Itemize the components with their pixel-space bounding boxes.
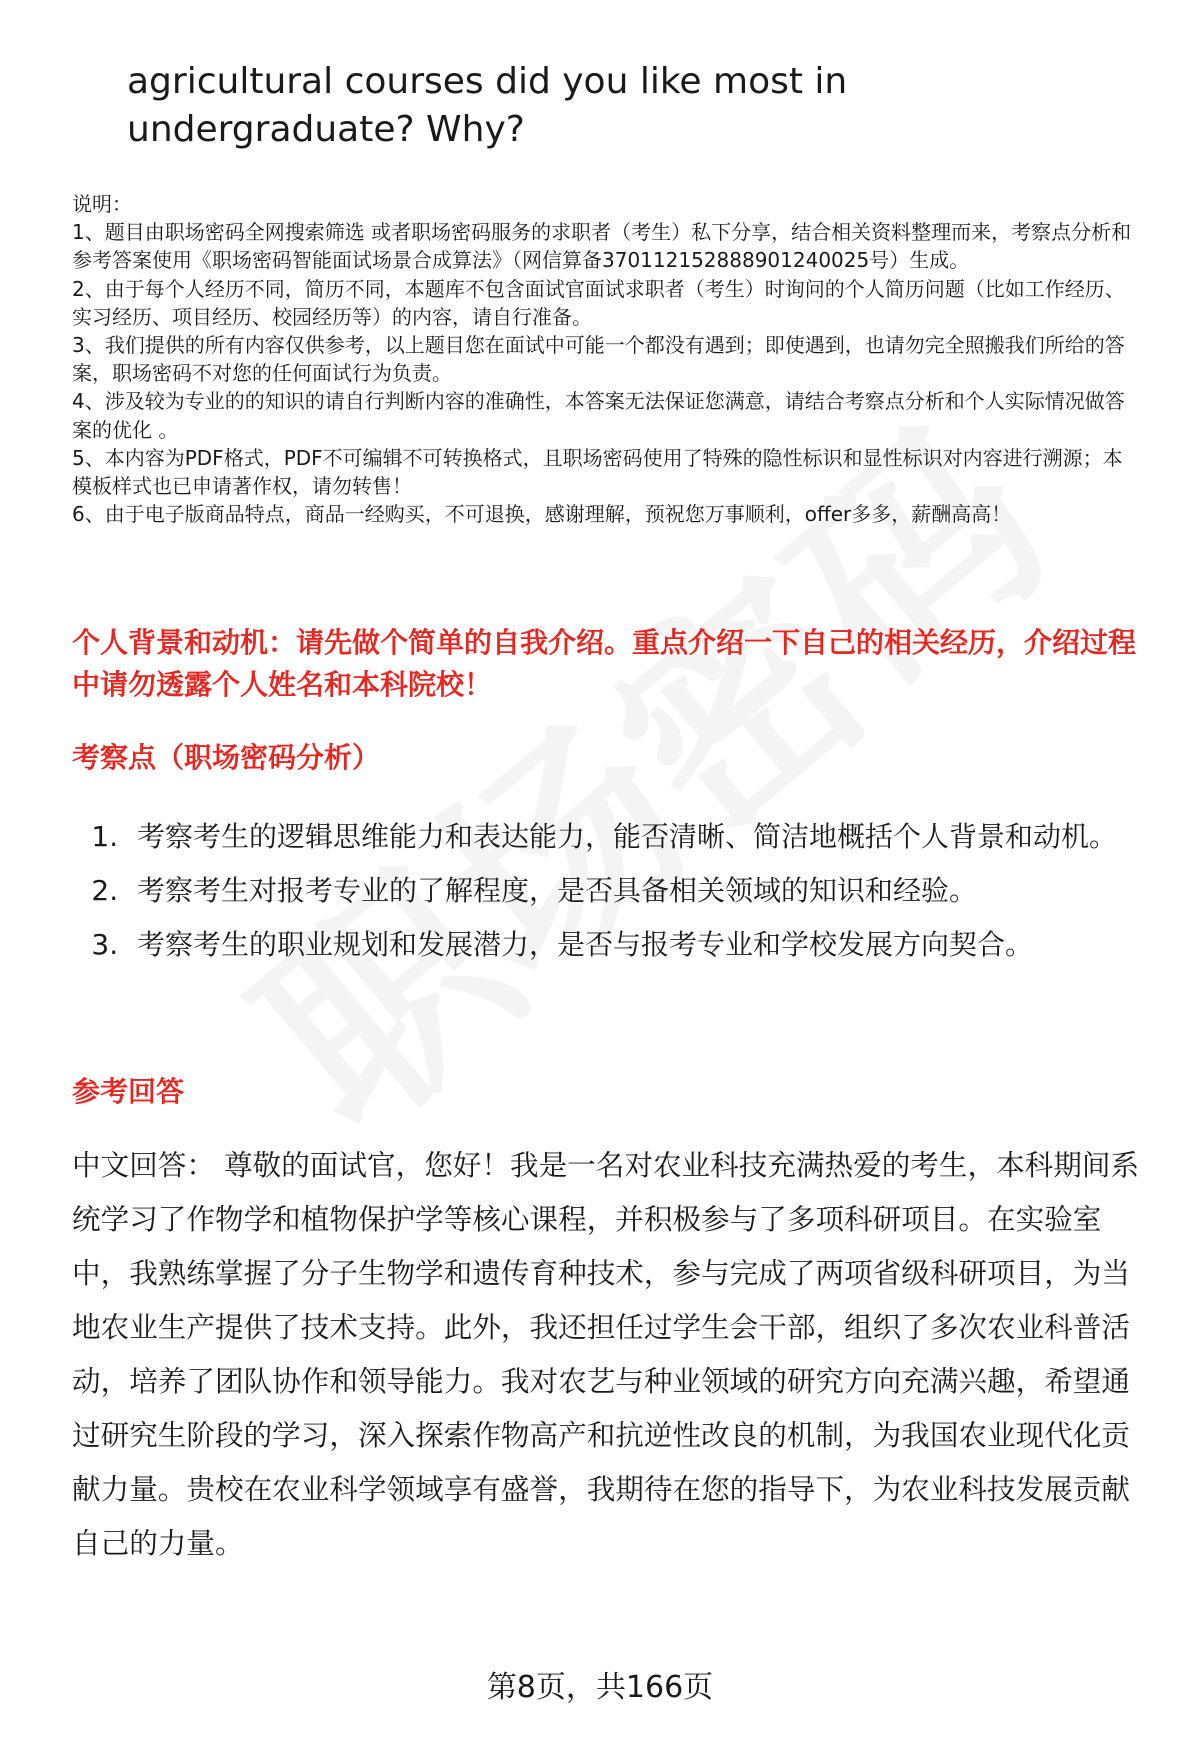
note-item: 3、我们提供的所有内容仅供参考，以上题目您在面试中可能一个都没有遇到；即使遇到，也请勿完全照搬我们所给的答案，职场密码不对您的任何面试行为负责。 <box>72 333 1125 386</box>
analysis-heading: 考察点（职场密码分析） <box>72 741 381 774</box>
question-heading: 个人背景和动机：请先做个简单的自我介绍。重点介绍一下自己的相关经历，介绍过程中请勿透露个人姓名和本科院校！ <box>72 626 1137 701</box>
answer-text: 中文回答： 尊敬的面试官，您好！我是一名对农业科技充满热爱的考生，本科期间系统学习了作物学和植物保护学等核心课程，并积极参与了多项科研项目。在实验室中，我熟练掌握了分子生物学和遗传育种技术，参与完成了两项省级科研项目，为当地农业生产提供了技术支持。此外，我还担任过学生会干部，组织了多次农业科普活动，培养了团队协作和领导能力。我对农艺与种业领域的研究方向充满兴趣，希望通过研究生阶段的学习，深入探索作物高产和抗逆性改良的机制，为我国农业现代化贡献力量。贵校在农业科学领域享有盛誉，我期待在您的指导下，为农业科技发展贡献自己的力量。 <box>72 1148 1140 1560</box>
analysis-item: 1. 考察考生的逻辑思维能力和表达能力，能否清晰、简洁地概括个人背景和动机。 <box>127 810 1187 864</box>
note-item: 6、由于电子版商品特点，商品一经购买，不可退换，感谢理解，预祝您万事顺利，offer多多，薪酬高高！ <box>72 502 1012 527</box>
analysis-item: 2. 考察考生对报考专业的了解程度，是否具备相关领域的知识和经验。 <box>127 864 1187 918</box>
page-footer: 第8页，共166页 <box>486 1670 714 1705</box>
note-item: 5、本内容为PDF格式，PDF不可编辑不可转换格式，且职场密码使用了特殊的隐性标识和显性标识对内容进行溯源；本模板样式也已申请著作权，请勿转售！ <box>72 445 1123 499</box>
analysis-list <box>72 810 1187 972</box>
note-item: 4、涉及较为专业的的知识的请自行判断内容的准确性，本答案无法保证您满意，请结合考察点分析和个人实际情况做答案的优化 。 <box>72 389 1125 442</box>
answer-heading: 参考回答 <box>72 1075 185 1108</box>
notes-heading: 说明： <box>72 192 132 216</box>
analysis-item: 3. 考察考生的职业规划和发展潜力，是否与报考专业和学校发展方向契合。 <box>127 918 1187 972</box>
question-title: agricultural courses did you like most in undergraduate? Why? <box>127 61 848 150</box>
notes <box>72 190 1142 528</box>
note-item: 1、题目由职场密码全网搜索筛选 或者职场密码服务的求职者（考生）私下分享，结合相关资料整理而来，考察点分析和参考答案使用《职场密码智能面试场景合成算法》（网信算备370112152888901240025号）生成。 <box>72 220 1132 273</box>
note-item: 2、由于每个人经历不同，简历不同，本题库不包含面试官面试求职者（考生）时询问的个人简历问题（比如工作经历、实习经历、项目经历、校园经历等）的内容，请自行准备。 <box>72 276 1125 329</box>
